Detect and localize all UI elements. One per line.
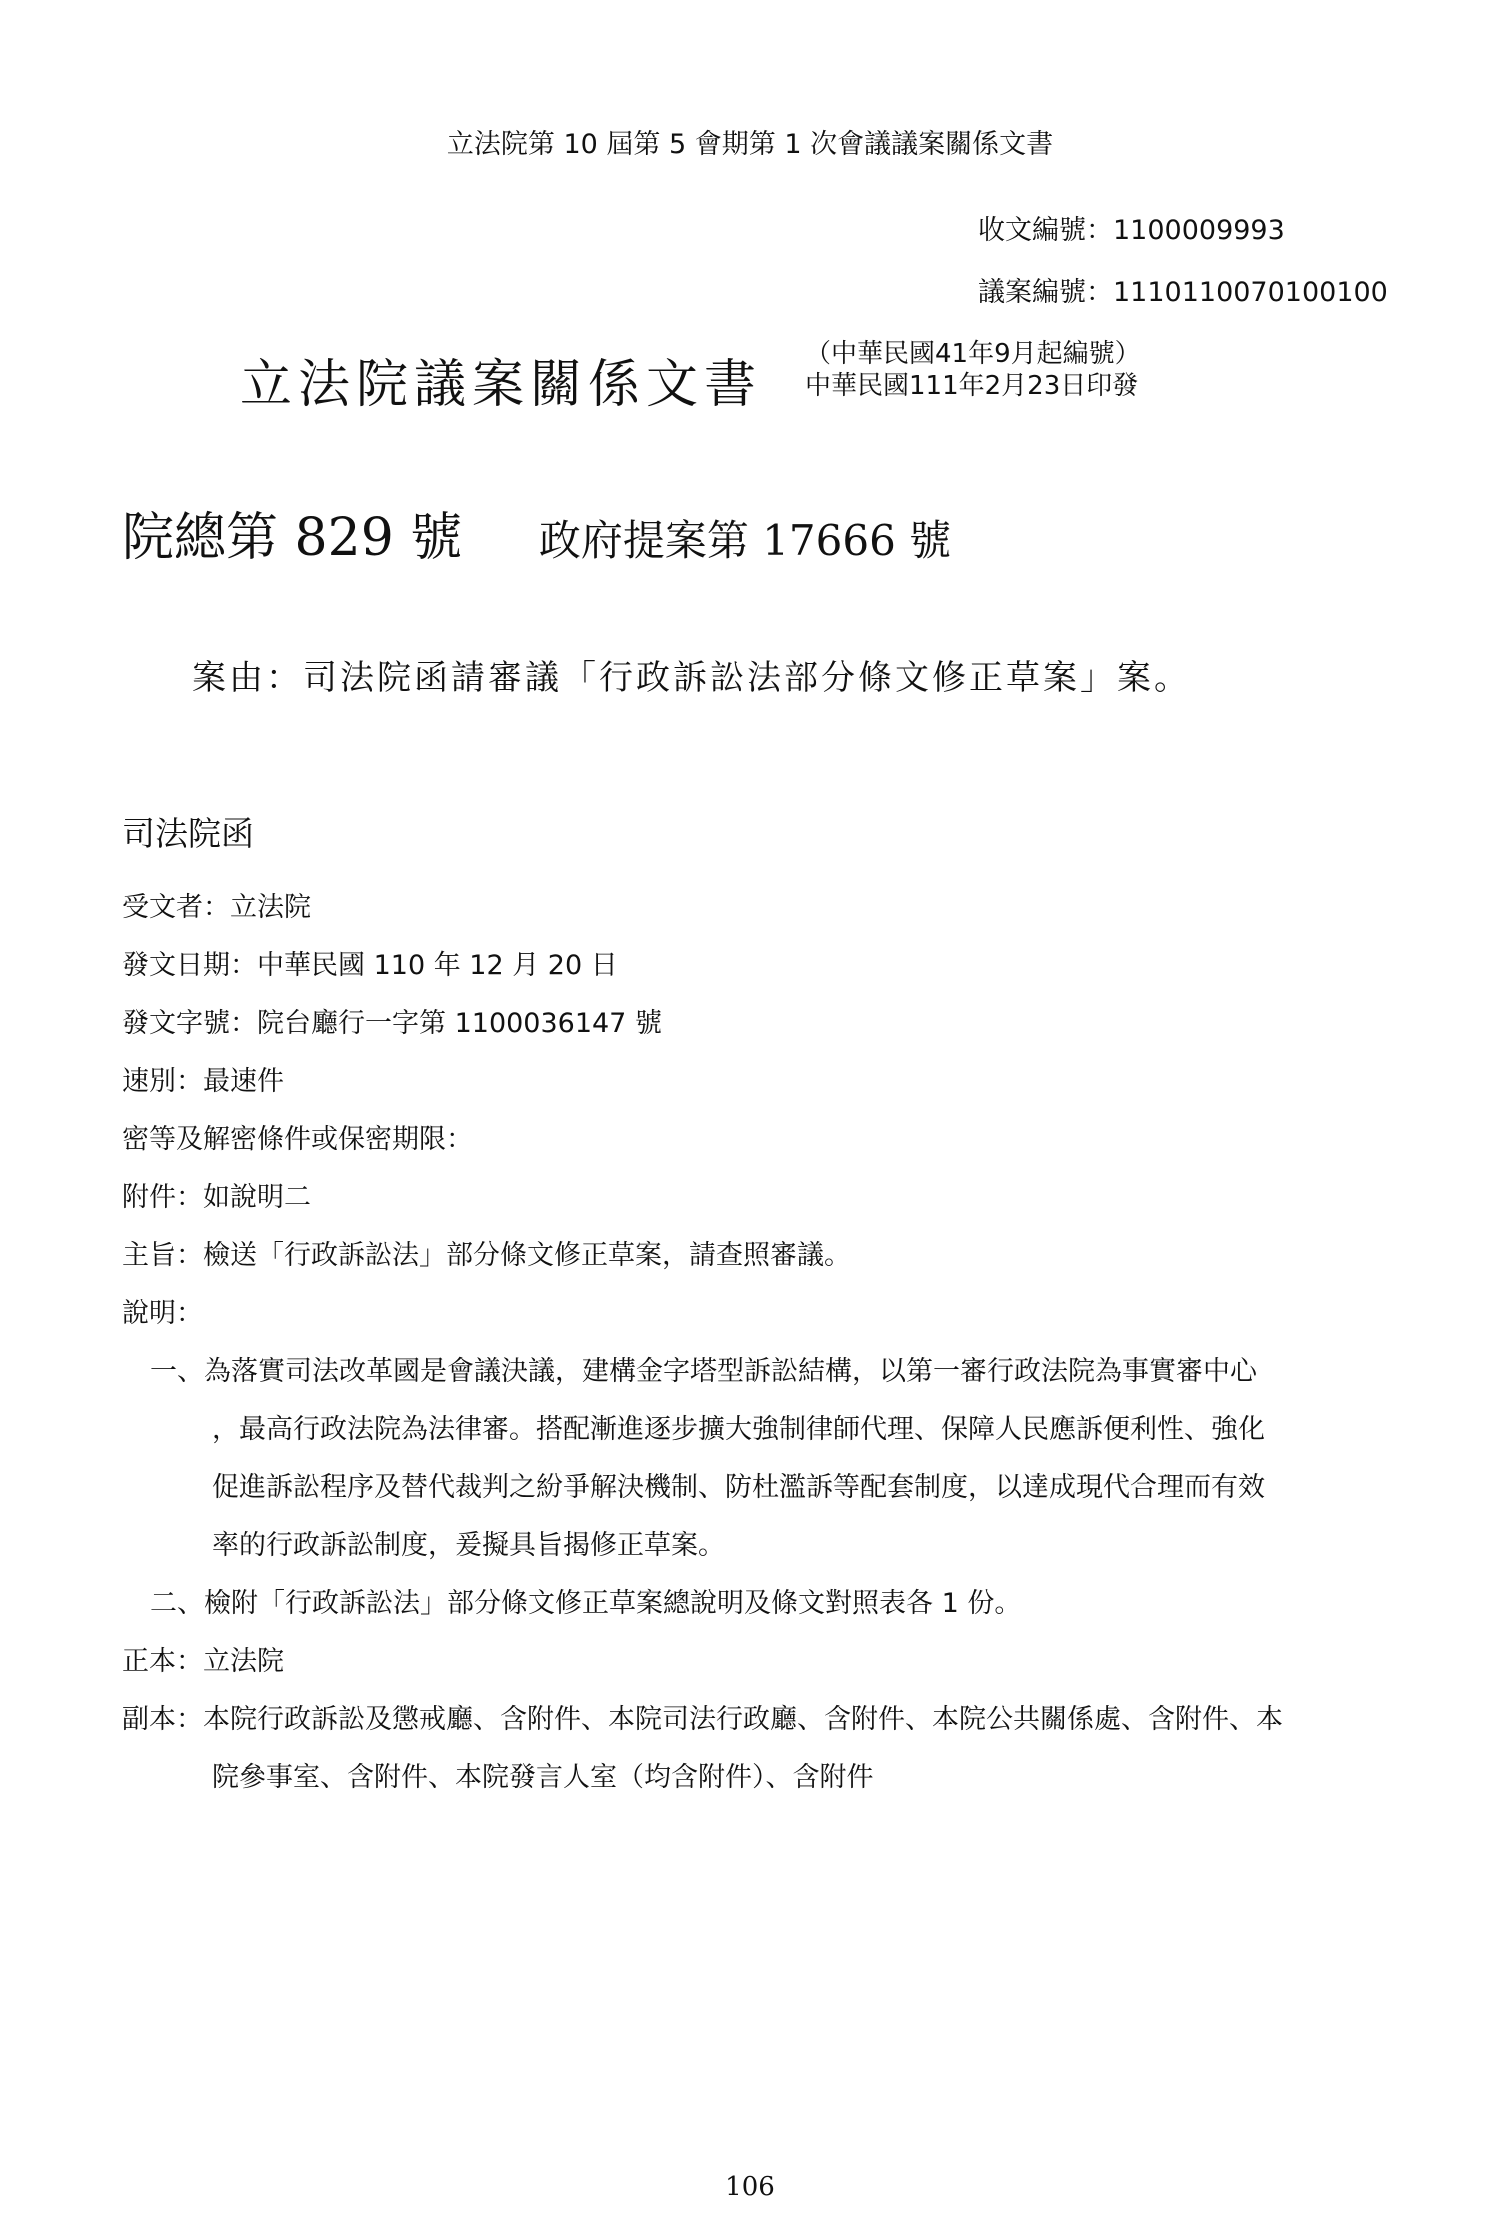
- speed: 速別：最速件: [122, 1066, 284, 1097]
- recipient: 受文者：立法院: [122, 892, 311, 923]
- explanation-label: 說明：: [122, 1298, 203, 1329]
- issue-date: 發文日期：中華民國 110 年 12 月 20 日: [122, 950, 618, 981]
- reference-number: 發文字號：院台廳行一字第 1100036147 號: [122, 1008, 662, 1039]
- attachment: 附件：如說明二: [122, 1182, 311, 1213]
- letter-heading: 司法院函: [122, 814, 254, 853]
- copy-to: 副本：本院行政訴訟及懲戒廳、含附件、本院司法行政廳、含附件、本院公共關係處、含附件、本: [122, 1704, 1283, 1735]
- bill-number: 議案編號：1110110070100100: [978, 277, 1388, 308]
- receipt-number: 收文編號：1100009993: [978, 215, 1285, 246]
- explanation-item-1-line-4: 率的行政訴訟制度，爰擬具旨揭修正草案。: [212, 1530, 725, 1561]
- subject-line: 案由：司法院函請審議「行政訴訟法部分條文修正草案」案。: [192, 658, 1191, 698]
- numbering-note: （中華民國41年9月起編號）: [805, 339, 1141, 369]
- original-to: 正本：立法院: [122, 1646, 284, 1677]
- explanation-item-1-line-2: ，最高行政法院為法律審。搭配漸進逐步擴大強制律師代理、保障人民應訴便利性、強化: [212, 1414, 1265, 1445]
- explanation-item-1-line-3: 促進訴訟程序及替代裁判之紛爭解決機制、防杜濫訴等配套制度，以達成現代合理而有效: [212, 1472, 1265, 1503]
- explanation-item-1: 一、為落實司法改革國是會議決議，建構金字塔型訴訟結構，以第一審行政法院為事實審中心: [150, 1356, 1257, 1387]
- print-date: 中華民國111年2月23日印發: [805, 371, 1139, 401]
- serial-line: [122, 495, 951, 570]
- purpose: 主旨：檢送「行政訴訟法」部分條文修正草案，請查照審議。: [122, 1240, 851, 1271]
- copy-to-continued: 院參事室、含附件、本院發言人室（均含附件）、含附件: [212, 1762, 874, 1793]
- issue-note: [805, 338, 1141, 402]
- page-number: 106: [725, 2172, 775, 2202]
- government-proposal-number: 政府提案第 17666 號: [538, 516, 952, 565]
- confidentiality: 密等及解密條件或保密期限：: [122, 1124, 473, 1155]
- explanation-item-2: 二、檢附「行政訴訟法」部分條文修正草案總說明及條文對照表各 1 份。: [150, 1588, 1022, 1619]
- session-header: 立法院第 10 屆第 5 會期第 1 次會議議案關係文書: [446, 129, 1054, 160]
- general-number: 院總第 829 號: [122, 508, 463, 568]
- document-title: 立法院議案關係文書: [240, 355, 763, 415]
